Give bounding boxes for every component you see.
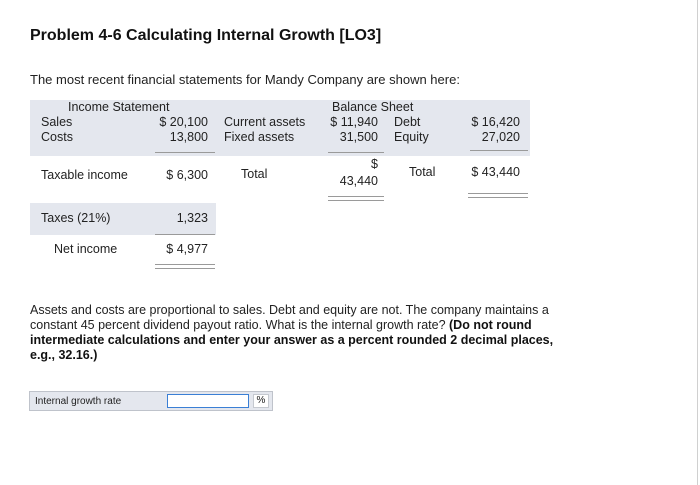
answer-row [29, 391, 273, 411]
balance-sheet-heading: Balance Sheet [332, 100, 414, 114]
internal-growth-rate-input[interactable] [167, 394, 249, 408]
problem-title: Problem 4-6 Calculating Internal Growth [LO3] [30, 27, 382, 44]
fixed-assets-value: 31,500 [339, 130, 378, 144]
sales-value: $ 20,100 [159, 115, 208, 129]
liabilities-total-label: Total [409, 165, 436, 179]
net-income-value: $ 4,977 [166, 242, 208, 256]
income-statement-heading: Income Statement [68, 100, 170, 114]
net-income-double-underline-1 [155, 264, 215, 265]
question-body: Assets and costs are proportional to sales. Debt and equity are not. The company maintains a constant 45 percent dividend payout ratio. What is the internal growth rate? [30, 303, 549, 332]
liabilities-total-double-underline-2 [468, 197, 528, 198]
debt-label: Debt [394, 115, 421, 129]
net-income-double-underline-2 [155, 268, 215, 269]
assets-total-double-underline-1 [328, 196, 384, 197]
costs-underline [155, 152, 215, 153]
equity-value: 27,020 [481, 130, 520, 144]
internal-growth-rate-label: Internal growth rate [35, 396, 122, 407]
taxes-label: Taxes (21%) [41, 211, 111, 225]
liabilities-total-double-underline-1 [468, 193, 528, 194]
fixed-assets-underline [328, 152, 384, 153]
assets-total-double-underline-2 [328, 200, 384, 201]
net-income-label: Net income [54, 242, 118, 256]
costs-label: Costs [41, 130, 73, 144]
assets-total-dollar: $ [371, 157, 378, 171]
fixed-assets-label: Fixed assets [224, 130, 295, 144]
assets-total-label: Total [241, 167, 268, 181]
current-assets-label: Current assets [224, 115, 306, 129]
debt-value: $ 16,420 [471, 115, 520, 129]
taxes-value: 1,323 [176, 211, 208, 225]
assets-total-value: 43,440 [339, 174, 378, 188]
question-text [30, 303, 555, 363]
taxable-income-label: Taxable income [41, 168, 128, 182]
liabilities-total-value: $ 43,440 [471, 165, 520, 179]
taxes-underline [155, 234, 215, 235]
problem-intro: The most recent financial statements for Mandy Company are shown here: [30, 72, 460, 87]
percent-unit: % [253, 394, 269, 408]
question-instruction: (Do not round intermediate calculations and enter your answer as a percent rounded 2 decimal places, e.g., 32.16.) [30, 318, 554, 362]
sales-label: Sales [41, 115, 73, 129]
taxable-income-value: $ 6,300 [166, 168, 208, 182]
equity-underline [470, 150, 528, 151]
equity-label: Equity [394, 130, 429, 144]
current-assets-value: $ 11,940 [330, 115, 378, 129]
costs-value: 13,800 [169, 130, 208, 144]
